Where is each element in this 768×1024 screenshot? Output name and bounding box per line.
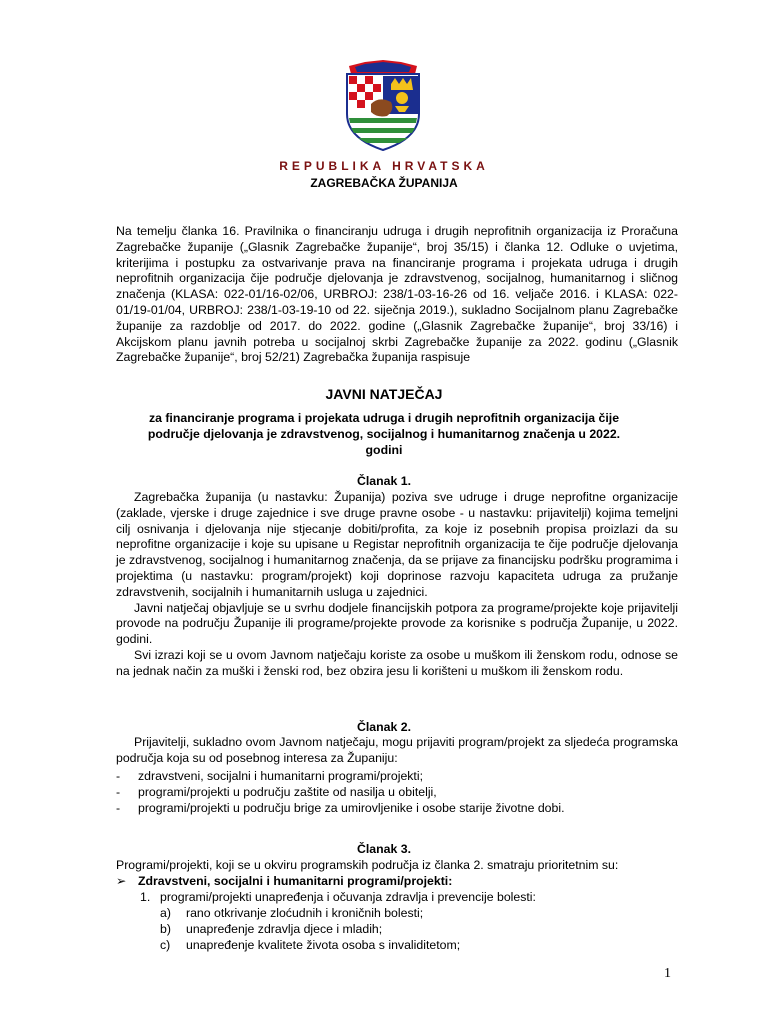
sub-item-letter: c) xyxy=(160,938,171,952)
list-item: - programi/projekti u području brige za umirovljenike i osobe starije životne dobi. xyxy=(116,800,678,816)
zagreb-county-coat-of-arms xyxy=(335,56,431,152)
article-1-paragraph-2: Javni natječaj objavljuje se u svrhu dodjele financijskih potpora za programe/projekte koje prijavitelji provode na području Županije ili programe/projekte provode za korisnike s područja Županije, u 2022. godini. xyxy=(116,600,678,647)
sub-item-text: rano otkrivanje zloćudnih i kroničnih bolesti; xyxy=(186,906,424,920)
article-2-paragraph: Prijavitelji, sukladno ovom Javnom natječaju, mogu prijaviti program/projekt za sljedeća programska područja koja su od posebnog interesa za Županiju: xyxy=(116,735,678,765)
priority-section-label: Zdravstveni, socijalni i humanitarni programi/projekti: xyxy=(138,874,453,888)
article-1-paragraph-1: Zagrebačka županija (u nastavku: Županija) poziva sve udruge i druge neprofitne organizacije (zaklade, vjerske i druge zajednice i sve druge pravne osobe - u nastavku: prijavitelji) kojima temeljni cilj osnivanja i djelovanja nije stjecanje dobiti/profita, za koje iz posebnih propisa proizlazi da su neprofitne organizacije i koje su upisane u Registar neprofitnih organizacija te čije područje djelovanja je zdravstvenog, socijalnog i humanitarnog značenja, da se prijave za financijsku podršku programima i projektima (u nastavku: program/projekt) koji doprinose razvoju kapaciteta udruga za pružanje zdravstvenih, socijalnih i humanitarnih usluga u zajednici. xyxy=(116,490,678,599)
priority-section xyxy=(116,873,678,889)
article-3-heading: Članak 3. xyxy=(357,842,411,856)
document-subtitle: za financiranje programa i projekata udruga i drugih neprofitnih organizacija čije područje djelovanja je zdravstvenog, socijalnog i humanitarnog značenja u 2022. godini xyxy=(147,411,621,457)
numbered-item xyxy=(116,889,678,905)
article-3-lead: Programi/projekti, koji se u okviru programskih područja iz članka 2. smatraju prioritetnim su: xyxy=(116,858,619,872)
sub-item-text: unapređenje zdravlja djece i mladih; xyxy=(186,922,383,936)
article-1-paragraph-3: Svi izrazi koji se u ovom Javnom natječaju koriste za osobe u muškom ili ženskom rodu, odnose se na jednak način za muški i ženski rod, bez obzira jesu li korišteni u muškom ili ženskom rodu. xyxy=(116,647,678,678)
sub-item xyxy=(116,921,678,937)
article-1-heading: Članak 1. xyxy=(357,474,411,488)
sub-item-letter: a) xyxy=(160,906,171,920)
article-1-body xyxy=(116,490,678,680)
item-text: programi/projekti unapređenja i očuvanja zdravlja i prevencije bolesti: xyxy=(160,890,536,904)
list-item: - programi/projekti u području zaštite od nasilja u obitelji, xyxy=(116,784,678,800)
county-title: ZAGREBAČKA ŽUPANIJA xyxy=(310,176,458,190)
republic-title: REPUBLIKA HRVATSKA xyxy=(279,159,489,173)
sub-item xyxy=(116,937,678,953)
article-2-heading: Članak 2. xyxy=(357,720,411,734)
intro-paragraph: Na temelju članka 16. Pravilnika o financiranju udruga i drugih neprofitnih organizacija iz Proračuna Zagrebačke županije („Glasnik Zagrebačke županije“, broj 35/15) i članka 12. Odluke o uvjetima, kriterijima i postupku za ostvarivanje prava na financiranje programa i projekata udruga i drugih neprofitnih organizacija čije područje djelovanja je zdravstvenog, socijalnog, humanitarnog i sličnog značenja (KLASA: 022-01/16-02/06, URBROJ: 238/1-03-16-26 od 16. veljače 2016. i KLASA: 022-01/19-01/04, URBROJ: 238/1-03-19-10 od 22. siječnja 2019.), sukladno Socijalnom planu Zagrebačke županije za razdoblje od 2017. do 2022. godine („Glasnik Zagrebačke županije“, broj 33/16) i Akcijskom planu javnih potreba u socijalnoj skrbi Zagrebačke županije za 2022. godinu („Glasnik Zagrebačke županije“, broj 52/21) Zagrebačka županija raspisuje xyxy=(116,224,678,365)
document-title: JAVNI NATJEČAJ xyxy=(325,386,443,402)
item-number: 1. xyxy=(140,890,151,904)
article-3-body xyxy=(116,857,678,953)
sub-item xyxy=(116,905,678,921)
sub-item-text: unapređenje kvalitete života osoba s invaliditetom; xyxy=(186,938,461,952)
list-item: - zdravstveni, socijalni i humanitarni programi/projekti; xyxy=(116,768,678,784)
sub-item-letter: b) xyxy=(160,922,171,936)
arrow-bullet-icon: ➢ xyxy=(116,874,127,888)
page-number: 1 xyxy=(664,966,671,981)
program-areas-list xyxy=(116,768,678,816)
